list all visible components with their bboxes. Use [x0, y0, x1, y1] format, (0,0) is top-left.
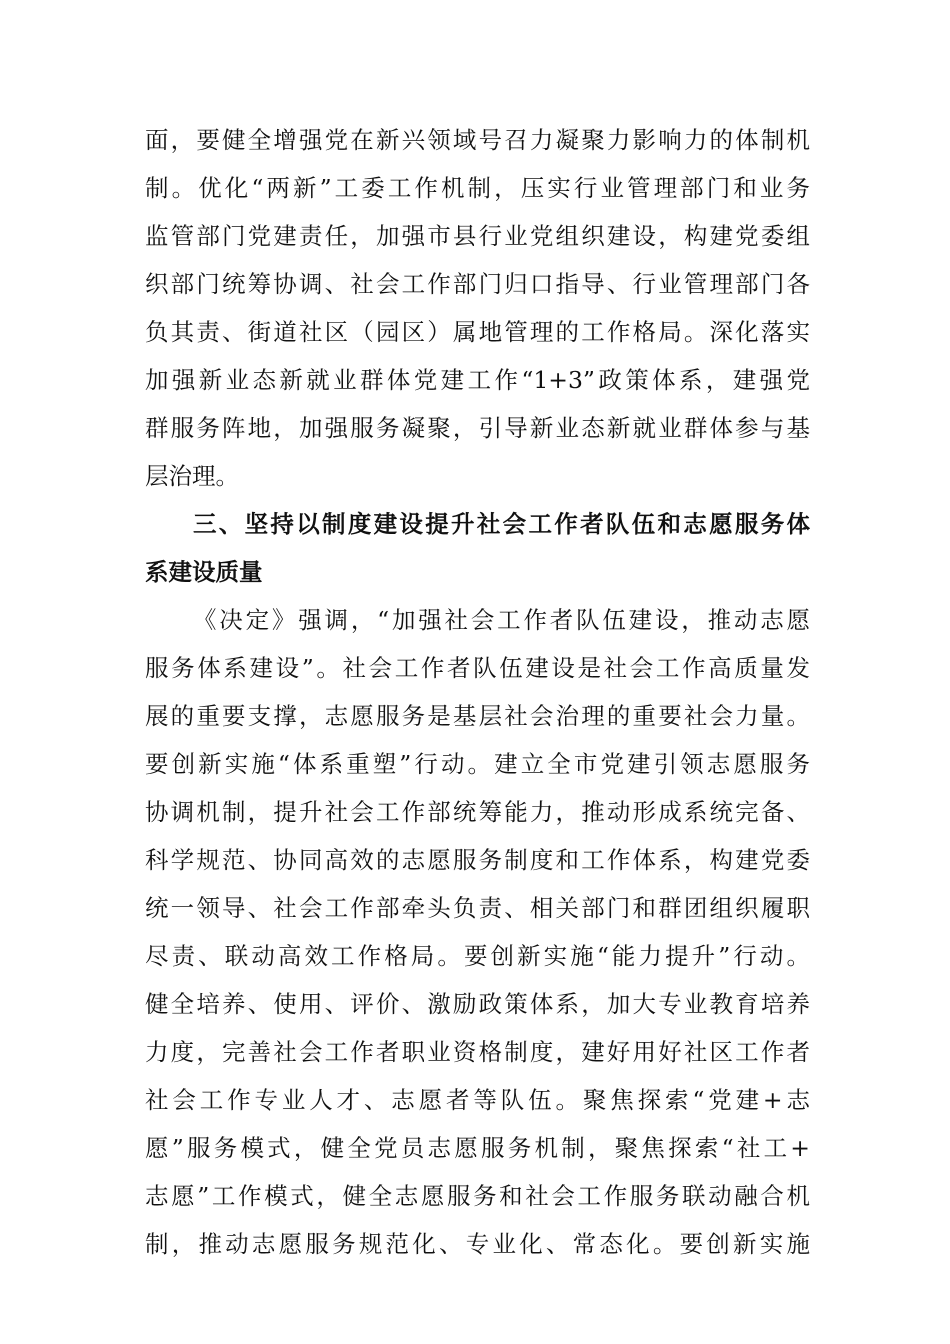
paragraph-line: 负其责、街道社区（园区）属地管理的工作格局。深化落实	[145, 318, 810, 346]
paragraph-line: 层治理。	[145, 462, 239, 490]
paragraph-line: 力度，完善社会工作者职业资格制度，建好用好社区工作者	[145, 1038, 810, 1066]
paragraph-line: 面，要健全增强党在新兴领域号召力凝聚力影响力的体制机	[145, 126, 810, 154]
section-heading: 系建设质量	[145, 558, 263, 586]
paragraph-line: 协调机制，提升社会工作部统筹能力，推动形成系统完备、	[145, 798, 810, 826]
paragraph-line: 科学规范、协同高效的志愿服务制度和工作体系，构建党委	[145, 846, 810, 874]
paragraph-line: 健全培养、使用、评价、激励政策体系，加大专业教育培养	[145, 990, 810, 1018]
paragraph-line: 愿”服务模式，健全党员志愿服务机制，聚焦探索“社工+	[145, 1134, 810, 1162]
paragraph-line: 群服务阵地，加强服务凝聚，引导新业态新就业群体参与基	[145, 414, 810, 442]
paragraph-line: 要创新实施“体系重塑”行动。建立全市党建引领志愿服务	[145, 750, 810, 778]
paragraph-line: 统一领导、社会工作部牵头负责、相关部门和群团组织履职	[145, 894, 810, 922]
section-heading: 三、坚持以制度建设提升社会工作者队伍和志愿服务体	[193, 510, 810, 538]
paragraph-line: 织部门统筹协调、社会工作部门归口指导、行业管理部门各	[145, 270, 810, 298]
paragraph-line: 监管部门党建责任，加强市县行业党组织建设，构建党委组	[145, 222, 810, 250]
paragraph-line: 服务体系建设”。社会工作者队伍建设是社会工作高质量发	[145, 654, 810, 682]
paragraph-line: 尽责、联动高效工作格局。要创新实施“能力提升”行动。	[145, 942, 810, 970]
paragraph-line: 制。优化“两新”工委工作机制，压实行业管理部门和业务	[145, 174, 810, 202]
paragraph-line: 《决定》强调，“加强社会工作者队伍建设，推动志愿	[193, 606, 810, 634]
paragraph-line: 制，推动志愿服务规范化、专业化、常态化。要创新实施	[145, 1230, 810, 1258]
paragraph-line: 加强新业态新就业群体党建工作“1+3”政策体系，建强党	[145, 366, 810, 394]
paragraph-line: 社会工作专业人才、志愿者等队伍。聚焦探索“党建+志	[145, 1086, 810, 1114]
paragraph-line: 展的重要支撑，志愿服务是基层社会治理的重要社会力量。	[145, 702, 810, 730]
paragraph-line: 志愿”工作模式，健全志愿服务和社会工作服务联动融合机	[145, 1182, 810, 1210]
